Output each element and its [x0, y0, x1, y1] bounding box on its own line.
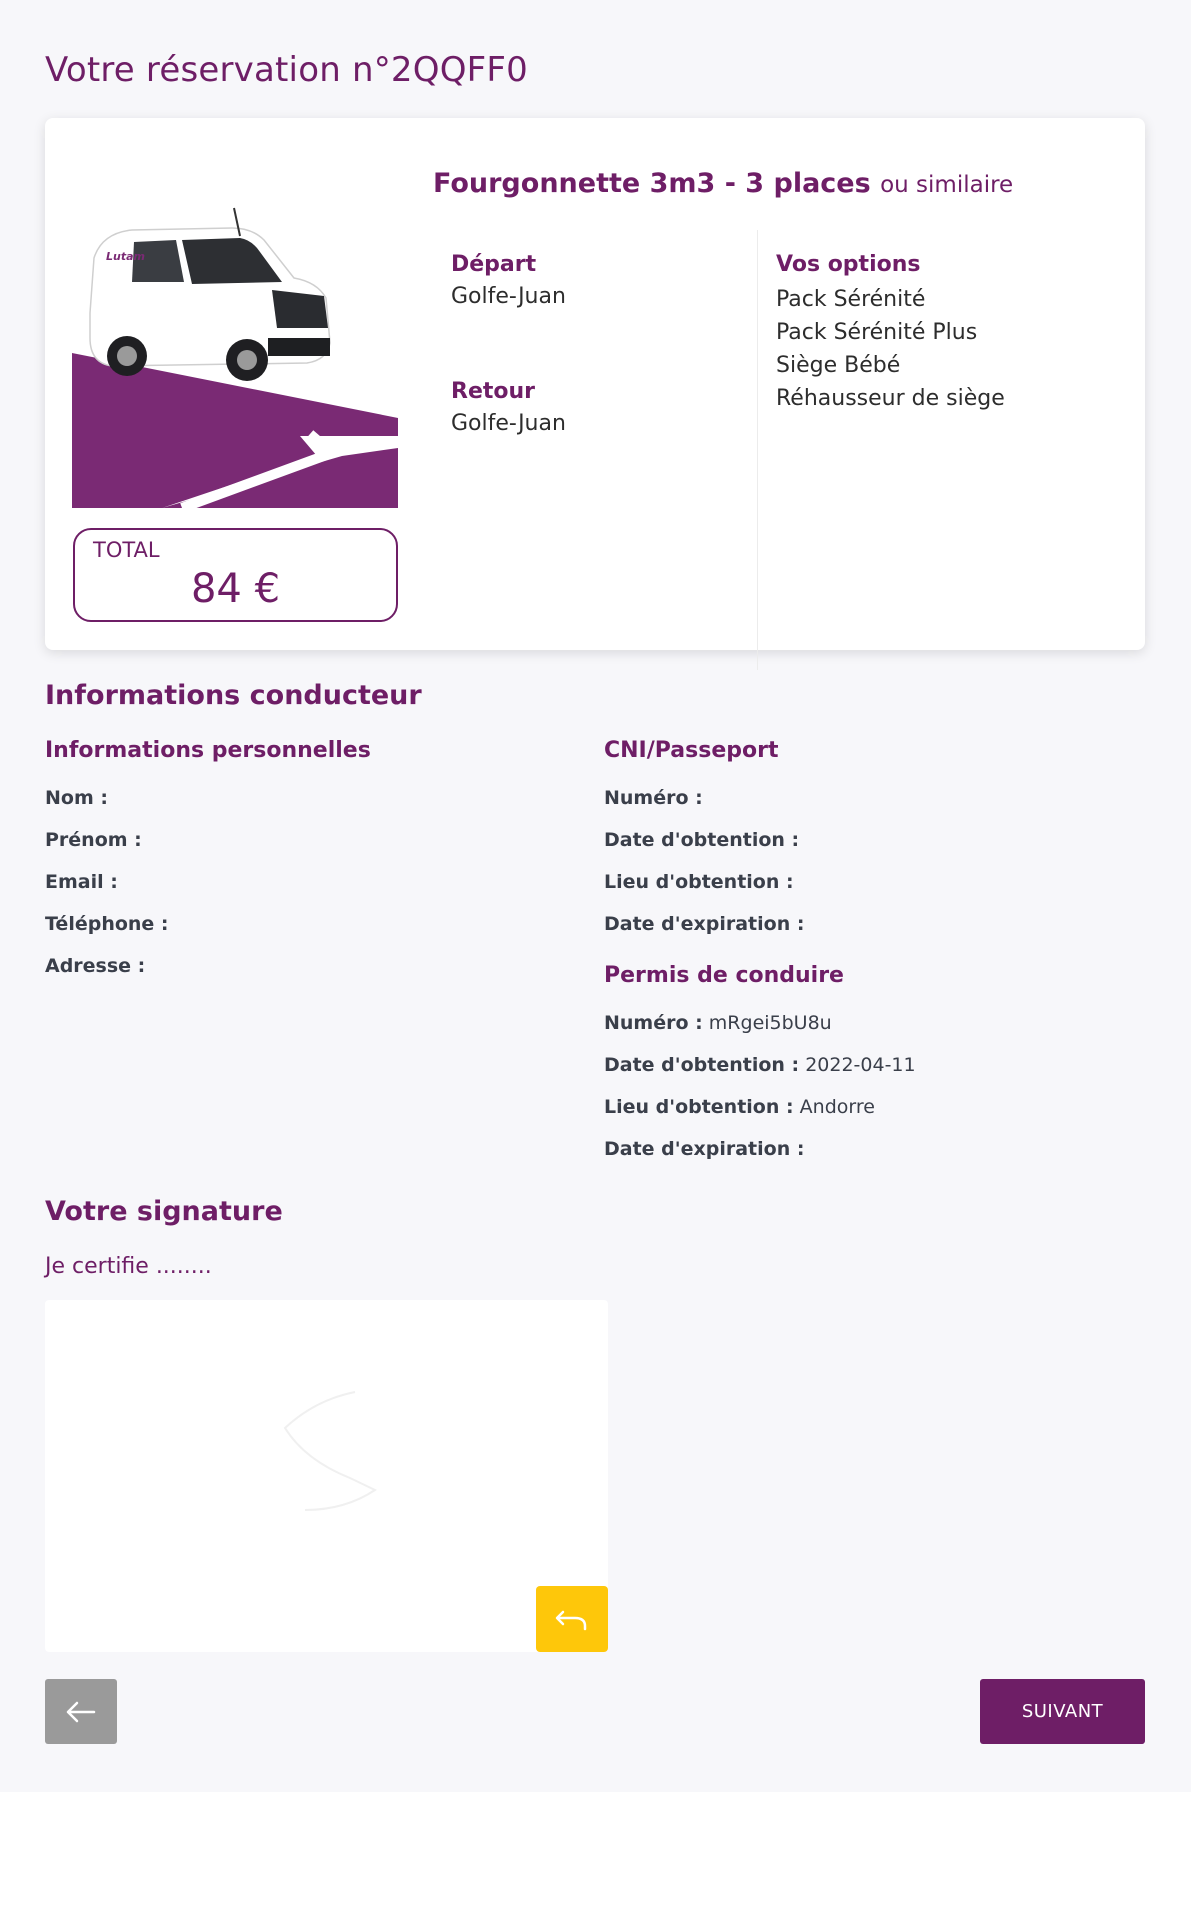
arrow-left-icon [65, 1700, 97, 1724]
info-field [604, 1012, 832, 1034]
options-list [776, 283, 1005, 415]
next-button[interactable]: SUIVANT [980, 1679, 1145, 1744]
field-value: 2022-04-11 [805, 1054, 916, 1076]
signature-stroke [45, 1300, 608, 1652]
field-label: Lieu d'obtention : [604, 871, 794, 893]
total-box [73, 528, 398, 622]
departure-value: Golfe-Juan [451, 284, 566, 309]
vehicle-name [433, 168, 1013, 199]
driver-section-title: Informations conducteur [45, 680, 422, 711]
option-item: Pack Sérénité [776, 287, 926, 312]
info-field [604, 871, 794, 893]
options-label: Vos options [776, 252, 921, 277]
signature-title: Votre signature [45, 1196, 283, 1227]
info-field [604, 1096, 875, 1118]
van-illustration [72, 178, 398, 508]
brand-badge: Lutam [106, 250, 145, 263]
info-field [604, 787, 703, 809]
page-title: Votre réservation n°2QQFF0 [45, 50, 529, 90]
info-field [45, 787, 108, 809]
undo-button[interactable] [536, 1586, 608, 1652]
info-field [45, 913, 169, 935]
info-field [45, 829, 142, 851]
total-value: 84 € [190, 566, 281, 612]
field-label: Prénom : [45, 829, 142, 851]
certify-text: Je certifie ........ [45, 1254, 212, 1279]
option-item: Réhausseur de siège [776, 386, 1005, 411]
id-card-title: CNI/Passeport [604, 738, 779, 763]
column-divider [757, 230, 758, 670]
license-title: Permis de conduire [604, 963, 844, 988]
info-field [604, 913, 804, 935]
field-label: Numéro : [604, 1012, 703, 1034]
personal-info-title: Informations personnelles [45, 738, 371, 763]
field-label: Téléphone : [45, 913, 169, 935]
field-label: Date d'expiration : [604, 913, 805, 935]
info-field [45, 955, 145, 977]
field-label: Adresse : [45, 955, 146, 977]
vehicle-similar: ou similaire [880, 172, 1014, 198]
field-label: Email : [45, 871, 118, 893]
back-button[interactable] [45, 1679, 117, 1744]
total-label: TOTAL [93, 538, 160, 562]
vehicle-model: Fourgonnette 3m3 - 3 places [433, 168, 871, 199]
field-label: Date d'obtention : [604, 829, 800, 851]
signature-pad[interactable] [45, 1300, 608, 1652]
field-value: mRgei5bU8u [708, 1012, 832, 1034]
departure-label: Départ [451, 252, 537, 277]
field-label: Date d'obtention : [604, 1054, 800, 1076]
info-field [604, 829, 799, 851]
undo-icon [555, 1606, 589, 1632]
field-label: Numéro : [604, 787, 703, 809]
return-value: Golfe-Juan [451, 411, 566, 436]
field-label: Date d'expiration : [604, 1138, 805, 1160]
field-value: Andorre [799, 1096, 875, 1118]
reservation-card [45, 118, 1145, 650]
return-label: Retour [451, 379, 536, 404]
vehicle-image [72, 178, 398, 508]
info-field [604, 1054, 916, 1076]
field-label: Lieu d'obtention : [604, 1096, 794, 1118]
info-field [45, 871, 118, 893]
info-field [604, 1138, 804, 1160]
field-label: Nom : [45, 787, 108, 809]
option-item: Siège Bébé [776, 353, 901, 378]
option-item: Pack Sérénité Plus [776, 320, 978, 345]
